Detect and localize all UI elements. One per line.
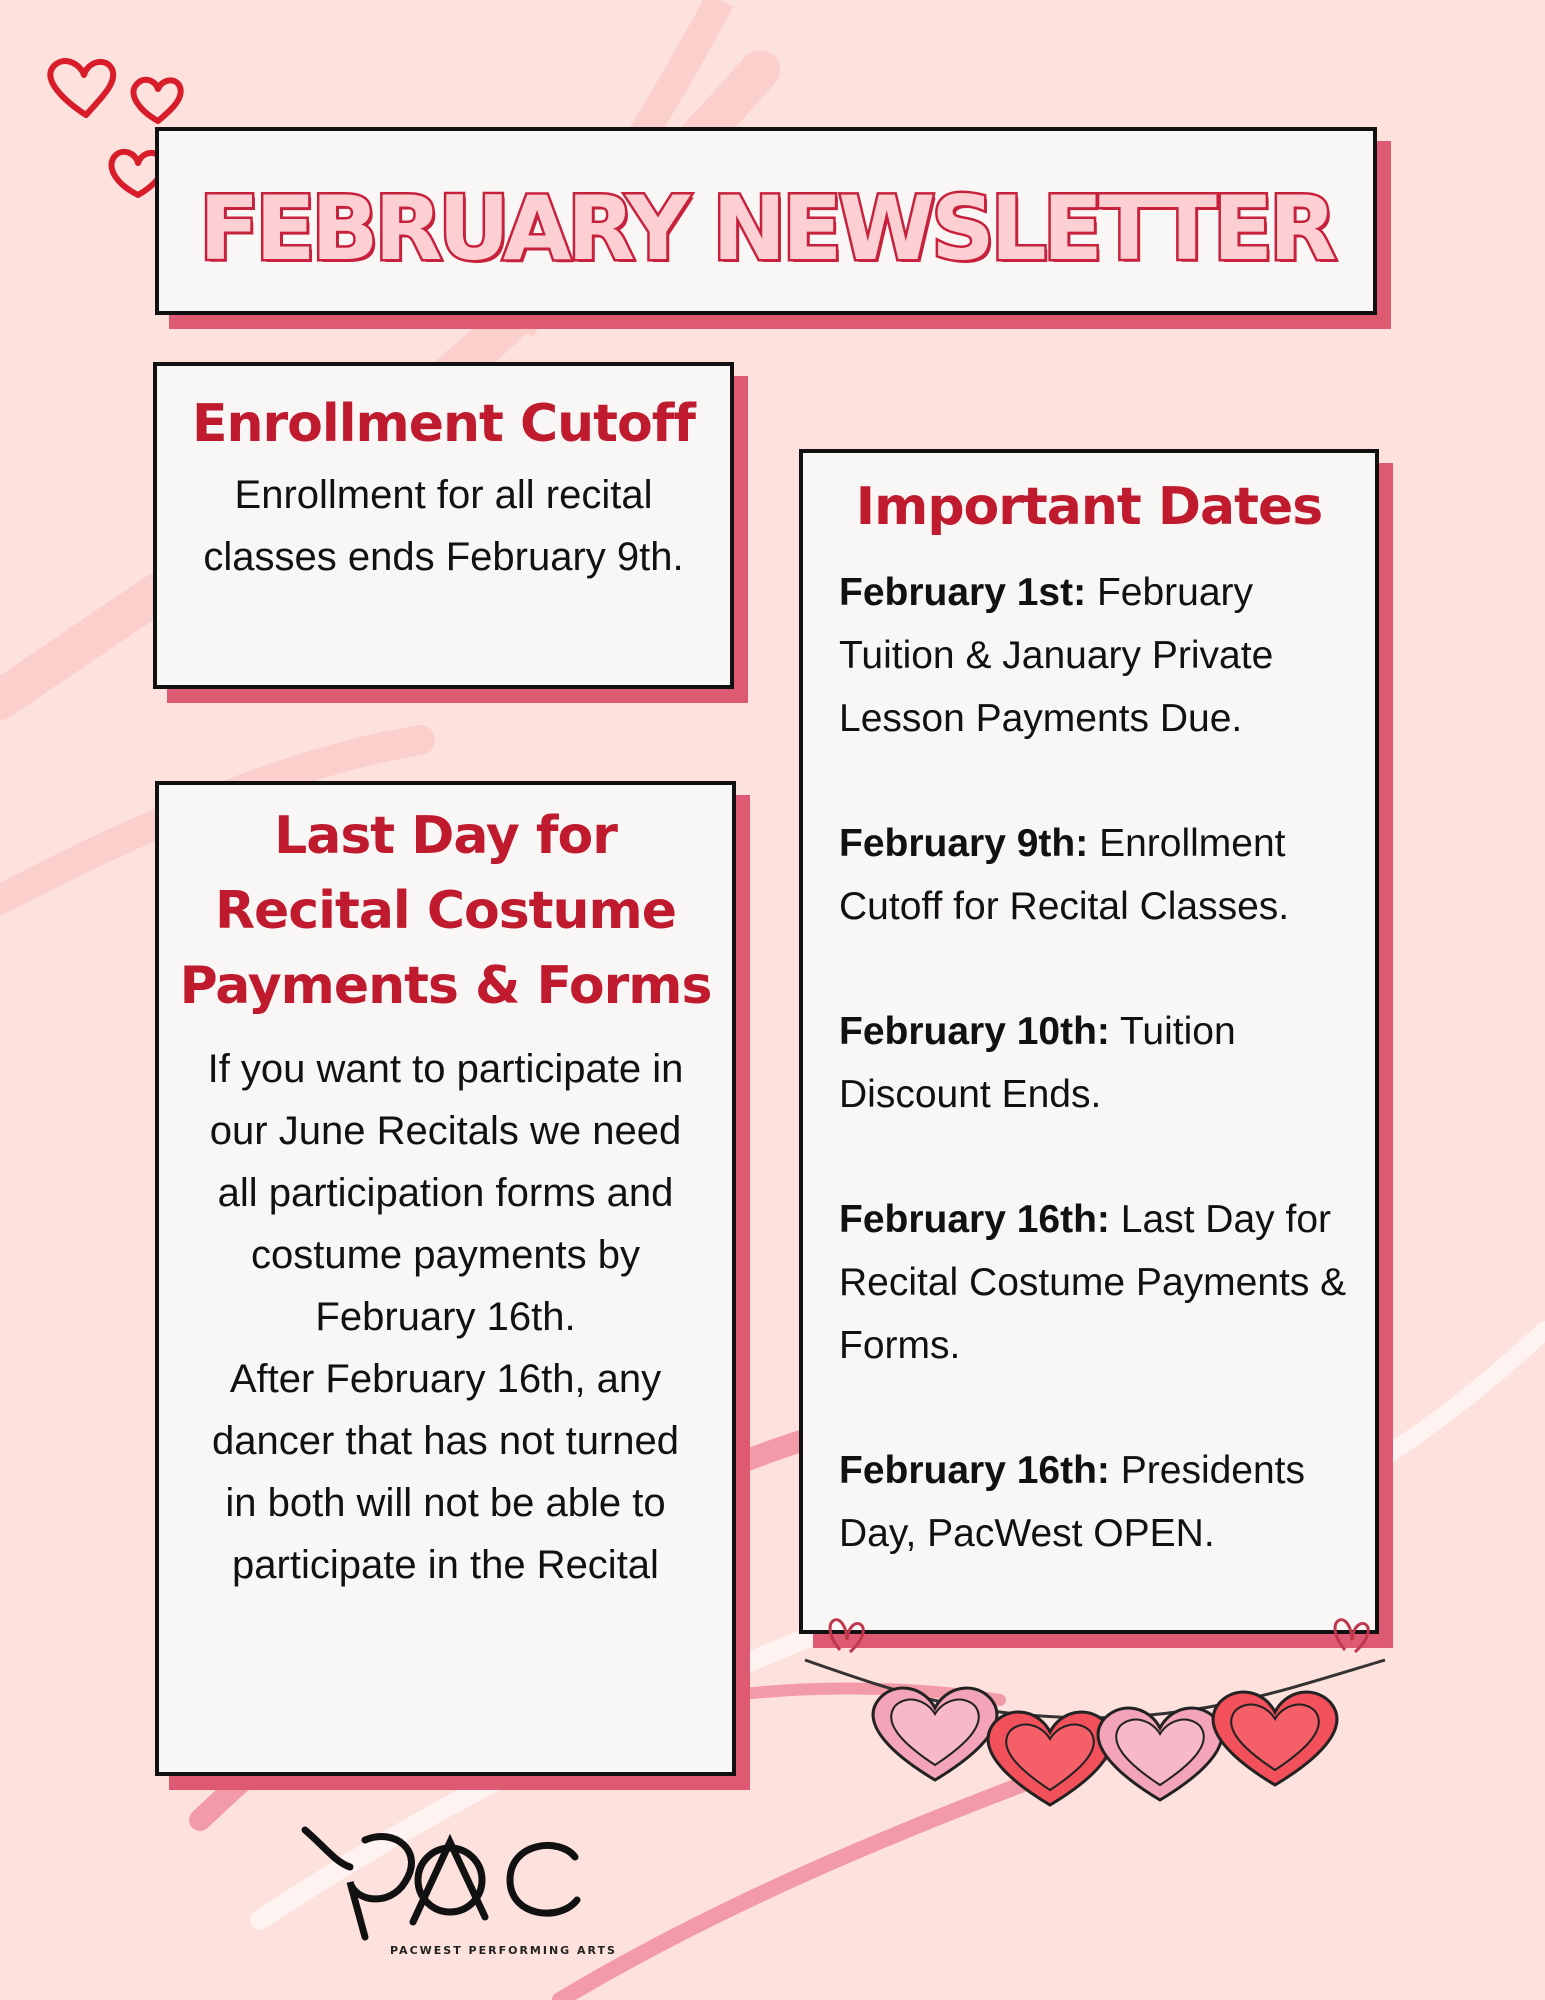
date-item — [839, 1000, 1355, 1126]
recital-heading: Last Day for Recital Costume Payments & Forms — [179, 806, 712, 1016]
date-label: February 9th: — [839, 822, 1089, 865]
pacwest-logo — [295, 1822, 595, 1942]
date-label: February 10th: — [839, 1010, 1110, 1053]
title-card — [155, 127, 1377, 315]
recital-text-2: After February 16th, any dancer that has not turned in both will not be able to participate in the Recital — [212, 1357, 679, 1587]
date-label: February 1st: — [839, 571, 1087, 614]
date-item — [839, 1188, 1355, 1377]
page-title: FEBRUARY NEWSLETTER — [199, 177, 1333, 280]
important-dates-card — [799, 449, 1379, 1634]
date-label: February 16th: — [839, 1449, 1110, 1492]
recital-text-1: If you want to participate in our June Recitals we need all participation forms and costume payments by February 16th. — [207, 1047, 684, 1339]
date-description: Presidents Day, PacWest OPEN. — [839, 1449, 1306, 1555]
logo-text: PACWEST PERFORMING ARTS — [390, 1944, 617, 1957]
date-description: Last Day for Recital Costume Payments & Forms. — [839, 1198, 1347, 1367]
recital-costume-card — [155, 781, 736, 1776]
heart-garland-icon — [785, 1610, 1405, 1810]
date-item — [839, 812, 1355, 938]
dates-heading: Important Dates — [855, 477, 1323, 537]
date-description: Enrollment Cutoff for Recital Classes. — [839, 822, 1290, 928]
date-item — [839, 561, 1355, 750]
date-label: February 16th: — [839, 1198, 1110, 1241]
date-description: February Tuition & January Private Lesson Payments Due. — [839, 571, 1274, 740]
enrollment-text: Enrollment for all recital classes ends February 9th. — [203, 473, 684, 579]
enrollment-cutoff-card — [153, 362, 734, 689]
date-description: Tuition Discount Ends. — [839, 1010, 1236, 1116]
enrollment-heading: Enrollment Cutoff — [192, 394, 695, 454]
date-item — [839, 1439, 1355, 1565]
